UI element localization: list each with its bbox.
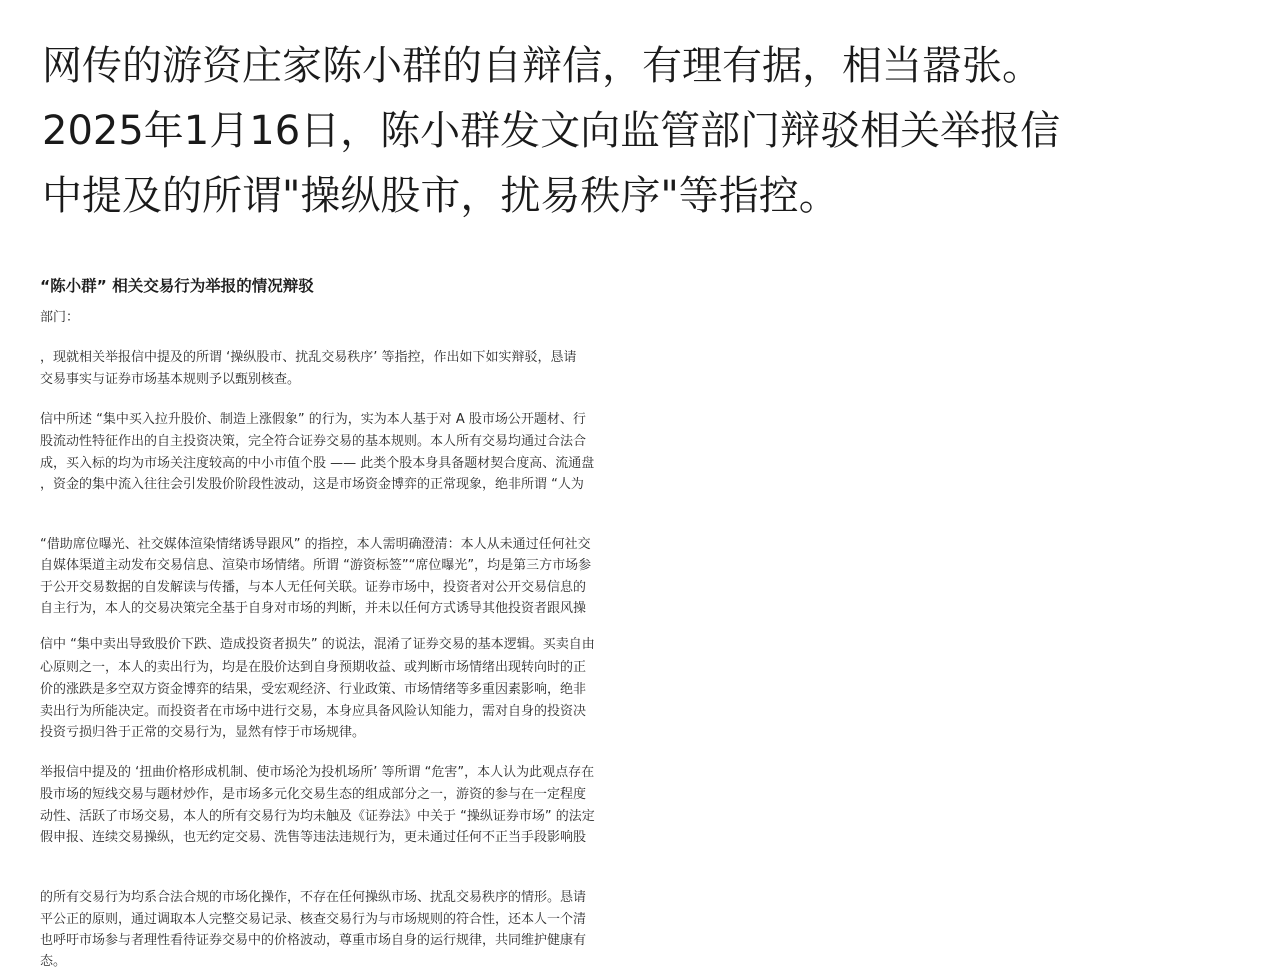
letter-line: 股流动性特征作出的自主投资决策，完全符合证券交易的基本规则。本人所有交易均通过合法合 — [40, 434, 587, 449]
letter-line: 股市场的短线交易与题材炒作，是市场多元化交易生态的组成部分之一，游资的参与在一定程度 — [40, 787, 587, 802]
letter-line: 的所有交易行为均系合法合规的市场化操作，不存在任何操纵市场、扰乱交易秩序的情形。恳请 — [40, 890, 587, 905]
letter-line: 平公正的原则，通过调取本人完整交易记录、核查交易行为与市场规则的符合性，还本人一个清 — [40, 912, 587, 927]
headline-line: 2025年1月16日，陈小群发文向监管部门辩驳相关举报信 — [42, 108, 1061, 154]
letter-line: 心原则之一，本人的卖出行为，均是在股价达到自身预期收益、或判断市场情绪出现转向时的正 — [40, 660, 587, 675]
letter-line: 交易事实与证券市场基本规则予以甄别核查。 — [40, 372, 301, 387]
letter-line: ，现就相关举报信中提及的所谓 ‘操纵股市、扰乱交易秩序’ 等指控，作出如下如实辩驳，恳请 — [40, 350, 577, 365]
letter-salutation: 部门： — [40, 310, 80, 325]
letter-line: 也呼吁市场参与者理性看待证券交易中的价格波动，尊重市场自身的运行规律，共同维护健康有 — [40, 933, 587, 948]
letter-line: 自媒体渠道主动发布交易信息、渲染市场情绪。所谓 “游资标签”“席位曝光”，均是第三方市场参 — [40, 558, 592, 573]
letter-line: 假申报、连续交易操纵，也无约定交易、洗售等违法违规行为，更未通过任何不正当手段影响股 — [40, 830, 587, 845]
letter-line: 信中所述 “集中买入拉升股价、制造上涨假象” 的行为，实为本人基于对 A 股市场公开题材、行 — [40, 412, 586, 427]
letter-line: 投资亏损归咎于正常的交易行为，显然有悖于市场规律。 — [40, 725, 366, 740]
letter-line: 自主行为，本人的交易决策完全基于自身对市场的判断，并未以任何方式诱导其他投资者跟风操 — [40, 601, 587, 616]
headline-line: 网传的游资庄家陈小群的自辩信，有理有据，相当嚣张。 — [42, 43, 1042, 89]
letter-line: 价的涨跌是多空双方资金博弈的结果，受宏观经济、行业政策、市场情绪等多重因素影响，绝非 — [40, 682, 587, 697]
letter-title: “陈小群” 相关交易行为举报的情况辩驳 — [40, 277, 314, 295]
letter-line: “借助席位曝光、社交媒体渲染情绪诱导跟风” 的指控，本人需明确澄清：本人从未通过任何社交 — [40, 537, 591, 552]
headline-line: 中提及的所谓"操纵股市，扰易秩序"等指控。 — [42, 173, 839, 219]
letter-line: 卖出行为所能决定。而投资者在市场中进行交易，本身应具备风险认知能力，需对自身的投资决 — [40, 704, 587, 719]
letter-line: 态。 — [40, 954, 67, 969]
letter-line: 举报信中提及的 ‘扭曲价格形成机制、使市场沦为投机场所’ 等所谓 “危害”，本人认为此观点存在 — [40, 765, 595, 780]
letter-line: 于公开交易数据的自发解读与传播，与本人无任何关联。证券市场中，投资者对公开交易信息的 — [40, 580, 587, 595]
letter-line: 信中 “集中卖出导致股价下跌、造成投资者损失” 的说法，混淆了证券交易的基本逻辑。买卖自由 — [40, 637, 595, 652]
letter-image — [40, 262, 640, 976]
letter-line: 动性、活跃了市场交易，本人的所有交易行为均未触及《证券法》中关于 “操纵证券市场” 的法定 — [40, 809, 595, 824]
letter-line: 成，买入标的均为市场关注度较高的中小市值个股 —— 此类个股本身具备题材契合度高、流通盘 — [40, 456, 595, 471]
post-headline — [42, 34, 1262, 229]
letter-line: ，资金的集中流入往往会引发股价阶段性波动，这是市场资金博弈的正常现象，绝非所谓 “人为 — [40, 477, 584, 492]
